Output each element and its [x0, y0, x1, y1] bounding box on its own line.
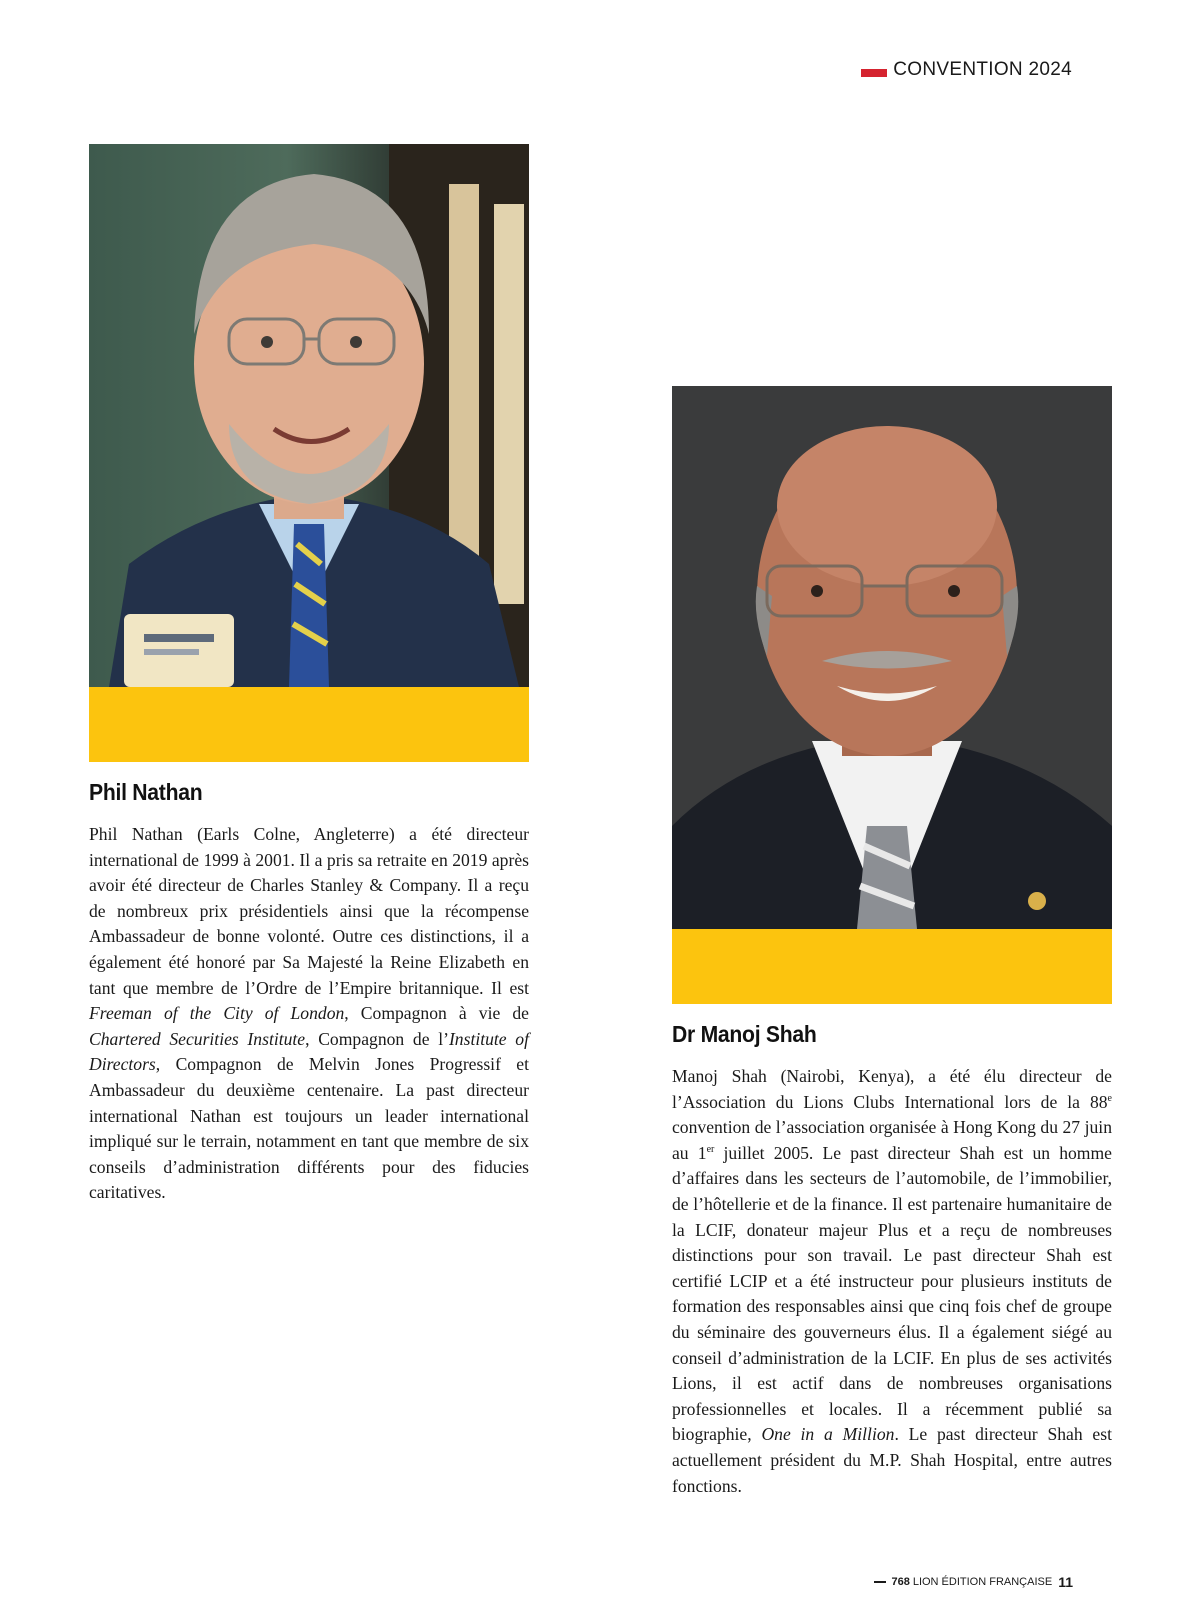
profile-phil-nathan — [89, 144, 529, 1206]
accent-band — [89, 687, 529, 762]
profile-name: Dr Manoj Shah — [672, 1021, 817, 1047]
text-run: , Compagnon de l’ — [305, 1028, 449, 1049]
text-run: . Le past directeur Shah est actuellement président du M.P. Shah Hospital, entre autres fonctions. — [672, 1424, 1112, 1496]
italic-run: One in a Million — [761, 1424, 895, 1445]
profile-bio — [89, 822, 529, 1206]
text-run: , Compagnon de Melvin Jones Progressif et Ambassadeur du deuxième centenaire. La past directeur international Nathan est toujours un leader international impliqué sur le terrain, notamment en tant que membre de six conseils d’administration différents pour des fiducies caritatives. — [89, 1054, 529, 1203]
section-title: CONVENTION 2024 — [893, 59, 1072, 80]
page-number: 11 — [1058, 1574, 1073, 1590]
italic-run: Freeman of the City of London — [89, 1003, 345, 1024]
profile-bio — [672, 1064, 1112, 1499]
text-run: Manoj Shah (Nairobi, Kenya), a été élu directeur de l’Association du Lions Clubs International lors de la 88 — [672, 1066, 1112, 1112]
accent-band — [672, 929, 1112, 1004]
page-footer — [874, 1574, 1073, 1590]
text-run: , Compagnon à vie de — [344, 1003, 529, 1024]
publication-name: LION ÉDITION FRANÇAISE — [912, 1576, 1053, 1588]
italic-run: Chartered Securities Institute — [89, 1028, 306, 1049]
profile-manoj-shah — [672, 386, 1112, 1499]
portrait-photo — [89, 144, 529, 687]
text-run: juillet 2005. Le past directeur Shah est un homme d’affaires dans les secteurs de l’automobile, de l’immobilier, de l’hôtellerie et de la finance. Il est partenaire humanitaire de la LCIF, donateur majeur Plus et a reçu de nombreuses distinctions pour son travail. Le past directeur Shah est certifié LCIP et a été instructeur pour plusieurs instituts de formation des responsables ainsi que cinq fois chef de groupe du séminaire des gouverneurs élus. Il a également siégé au conseil d’administration de la LCIF. En plus de ses activités Lions, il est actif dans de nombreuses organisations professionnelles et locales. Il a récemment publié sa biographie, — [672, 1142, 1112, 1445]
superscript-run: er — [706, 1143, 715, 1155]
footer-dash — [874, 1581, 886, 1583]
text-run: Phil Nathan (Earls Colne, Angleterre) a été directeur international de 1999 à 2001. Il a pris sa retraite en 2019 après avoir été directeur de Charles Stanley & Company. Il a reçu de nombreux prix présidentiels ainsi que la récompense Ambassadeur de bonne volonté. Outre ces distinctions, il a également été honoré par Sa Majesté la Reine Elizabeth en tant que membre de l’Ordre de l’Empire britannique. Il est — [89, 824, 529, 998]
section-header — [861, 59, 1072, 81]
issue-number: 768 — [891, 1576, 910, 1588]
italic-run: Institute of Directors — [89, 1028, 529, 1075]
section-accent-bar — [861, 69, 887, 77]
profile-name: Phil Nathan — [89, 779, 203, 805]
text-run: convention de l’association organisée à Hong Kong du 27 juin au 1 — [672, 1117, 1112, 1163]
superscript-run: e — [1107, 1092, 1112, 1104]
portrait-photo — [672, 386, 1112, 929]
